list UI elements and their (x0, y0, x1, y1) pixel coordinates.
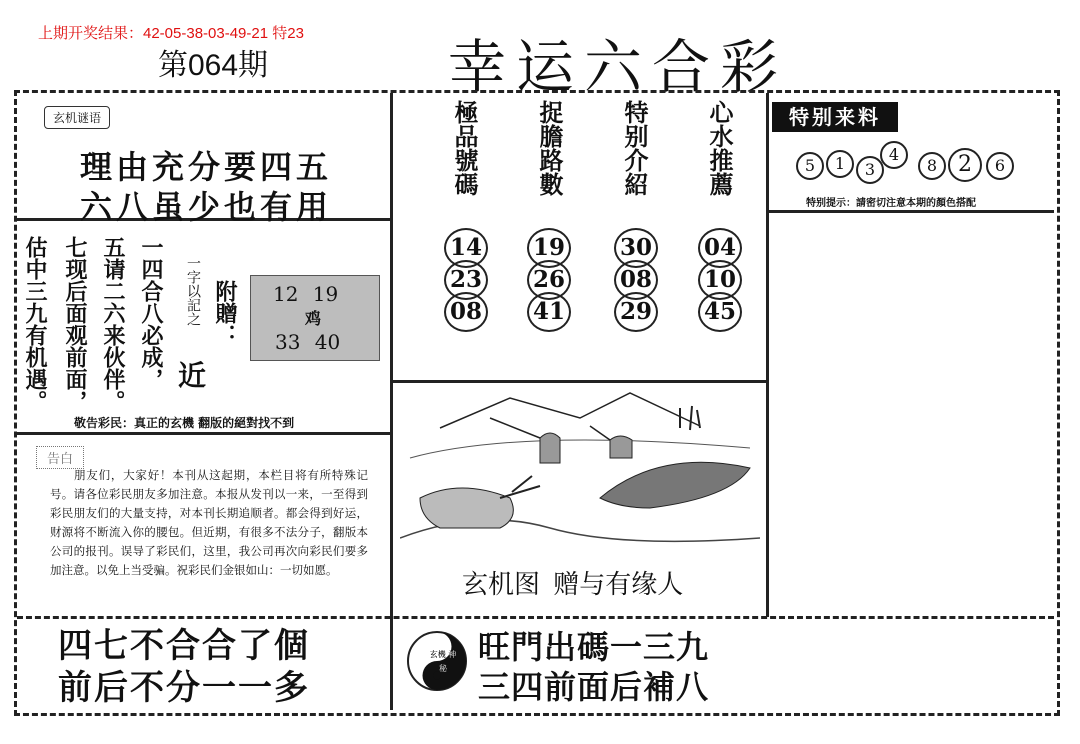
notice: 敬告彩民：真正的玄機 翻版的絕對找不到 (74, 416, 295, 430)
poem-col-1: 一四合八必成， (138, 236, 164, 390)
special-number: 6 (986, 152, 1014, 180)
poem-col-4: 估中三九有机遇。 (22, 236, 48, 412)
special-tip: 特别提示：請密切注意本期的顏色搭配 (806, 198, 976, 209)
pick-2-number: 19 (527, 228, 571, 268)
hint-char: 近 (178, 359, 207, 392)
pick-heading-3: 特别介紹 (620, 100, 649, 196)
special-number: 2 (948, 148, 982, 182)
pick-4-number: 04 (698, 228, 742, 268)
pick-heading-2: 捉膽路數 (535, 100, 564, 196)
poem-side-text: 一字以記之 (185, 256, 201, 326)
special-number: 1 (826, 150, 854, 178)
riddle-badge: 玄机谜语 (44, 106, 110, 129)
poem-col-2: 五请二六来伙伴。 (100, 236, 126, 412)
pick-1-number: 14 (444, 228, 488, 268)
pick-3-number: 29 (614, 292, 658, 332)
gift-row2: 33 40 (275, 330, 341, 354)
special-number: 4 (880, 141, 908, 169)
last-result: 上期开奖结果：42-05-38-03-49-21 特23 (38, 25, 304, 42)
pick-heading-4: 心水推薦 (705, 100, 734, 196)
bottom-middle-line1: 旺門出碼一三九 (478, 629, 710, 665)
letter-badge: 告白 (36, 446, 84, 469)
divider-ml (17, 432, 390, 435)
mystery-illustration (400, 388, 760, 566)
poem-col-3: 七现后面观前面， (62, 236, 88, 412)
page-title: 幸运六合彩 (448, 33, 789, 101)
issue-number: 第064期 (158, 49, 269, 82)
gift-box (250, 275, 380, 361)
divider-right (766, 93, 769, 617)
special-number: 5 (796, 152, 824, 180)
bottom-left-line2: 前后不分一一多 (58, 669, 310, 707)
gift-row1: 12 19 (273, 282, 339, 306)
bottom-left-line1: 四七不合合了個 (58, 627, 310, 665)
yin-yang-text: 玄機 神秘 (429, 650, 457, 673)
pick-2-number: 26 (527, 260, 571, 300)
pick-4-number: 10 (698, 260, 742, 300)
divider-mid (393, 380, 766, 383)
image-caption: 玄机图 赠与有缘人 (462, 569, 684, 599)
pick-heading-1: 極品號碼 (450, 100, 479, 196)
gift-animal: 鸡 (305, 309, 322, 328)
gift-label: 附贈： (212, 280, 238, 346)
riddle-line1: 理由充分要四五 (80, 148, 333, 186)
pick-2-number: 41 (527, 292, 571, 332)
pick-3-number: 30 (614, 228, 658, 268)
pick-1-number: 23 (444, 260, 488, 300)
bottom-middle-line2: 三四前面后補八 (478, 669, 710, 705)
special-header: 特别来料 (772, 102, 898, 132)
riddle-line2: 六八虽少也有用 (80, 188, 333, 226)
pick-4-number: 45 (698, 292, 742, 332)
divider-right-top (769, 210, 1054, 213)
special-number: 8 (918, 152, 946, 180)
pick-1-number: 08 (444, 292, 488, 332)
letter-body: 朋友们，大家好！本刊从这起期，本栏目将有所特殊记号。请各位彩民朋友多加注意。本报从发刊以一来，一至得到彩民朋友们的大量支持，对本刊长期追顺者。都会得到好运，财源将不断流入你的腰包。但近期，有很多不法分子，翻版本公司的报刊。误导了彩民们，这里，我公司再次向彩民们要多加注意。以免上当受骗。祝彩民们金银如山：一切如愿。 (50, 468, 368, 577)
pick-3-number: 08 (614, 260, 658, 300)
special-number: 3 (856, 156, 884, 184)
